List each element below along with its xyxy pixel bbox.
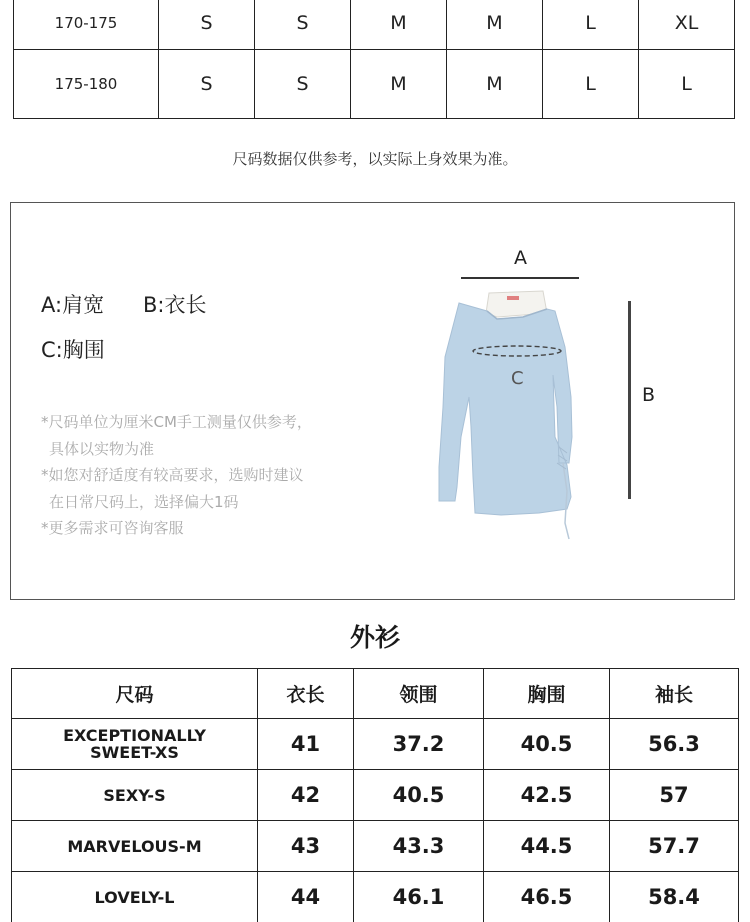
brand-tag xyxy=(507,296,519,300)
table-row xyxy=(12,821,739,872)
note-line: 具体以实物为准 xyxy=(41,436,312,463)
note-line: *尺码单位为厘米CM手工测量仅供参考， xyxy=(41,409,312,436)
table-row xyxy=(14,50,735,119)
size-cell: L xyxy=(639,50,735,119)
sleeve-value: 56.3 xyxy=(610,719,739,770)
neck-value: 43.3 xyxy=(354,821,484,872)
header-chest: 胸围 xyxy=(484,669,610,719)
size-cell: M xyxy=(351,50,447,119)
size-cell: XL xyxy=(639,0,735,50)
size-name: MARVELOUS-M xyxy=(12,821,258,872)
chest-value: 46.5 xyxy=(484,872,610,922)
dimension-c-label: C xyxy=(511,368,524,389)
dimension-b-line xyxy=(628,301,631,499)
height-size-table xyxy=(13,0,735,119)
shirt-illustration xyxy=(431,287,591,543)
size-chart-table xyxy=(11,668,739,922)
chest-value: 44.5 xyxy=(484,821,610,872)
size-cell: L xyxy=(543,50,639,119)
table-row xyxy=(12,872,739,922)
neck-value: 40.5 xyxy=(354,770,484,821)
note-line: 在日常尺码上，选择偏大1码 xyxy=(41,489,312,516)
height-cell: 175-180 xyxy=(14,50,159,119)
size-name-line: EXCEPTIONALLY xyxy=(13,727,256,744)
size-cell: L xyxy=(543,0,639,50)
header-sleeve: 袖长 xyxy=(610,669,739,719)
header-neck: 领围 xyxy=(354,669,484,719)
size-name-line: SWEET-XS xyxy=(13,744,256,761)
dimension-a-label: A xyxy=(514,247,527,269)
size-cell: S xyxy=(255,50,351,119)
table-row xyxy=(12,719,739,770)
sleeve-value: 57 xyxy=(610,770,739,821)
chest-value: 40.5 xyxy=(484,719,610,770)
size-disclaimer: 尺码数据仅供参考，以实际上身效果为准。 xyxy=(0,148,750,169)
sleeve-value: 57.7 xyxy=(610,821,739,872)
size-name xyxy=(12,719,258,770)
length-value: 43 xyxy=(258,821,354,872)
neck-value: 46.1 xyxy=(354,872,484,922)
label-length: B:衣长 xyxy=(143,289,206,319)
size-cell: S xyxy=(255,0,351,50)
size-cell: M xyxy=(447,0,543,50)
table-row xyxy=(12,770,739,821)
length-value: 41 xyxy=(258,719,354,770)
size-cell: M xyxy=(447,50,543,119)
label-shoulder-width: A:肩宽 xyxy=(41,289,104,319)
size-name: SEXY-S xyxy=(12,770,258,821)
measurement-notes xyxy=(41,409,312,542)
size-name: LOVELY-L xyxy=(12,872,258,922)
chest-value: 42.5 xyxy=(484,770,610,821)
size-cell: S xyxy=(159,50,255,119)
note-line: *更多需求可咨询客服 xyxy=(41,515,312,542)
neck-value: 37.2 xyxy=(354,719,484,770)
header-size: 尺码 xyxy=(12,669,258,719)
length-value: 42 xyxy=(258,770,354,821)
height-cell: 170-175 xyxy=(14,0,159,50)
length-value: 44 xyxy=(258,872,354,922)
dimension-a-line xyxy=(461,277,579,279)
note-line: *如您对舒适度有较高要求，选购时建议 xyxy=(41,462,312,489)
size-cell: M xyxy=(351,0,447,50)
dimension-b-label: B xyxy=(642,384,655,406)
label-chest: C:胸围 xyxy=(41,334,105,364)
table-row xyxy=(14,0,735,50)
table-header-row xyxy=(12,669,739,719)
sleeve-value: 58.4 xyxy=(610,872,739,922)
chart-title: 外衫 xyxy=(0,618,750,654)
header-length: 衣长 xyxy=(258,669,354,719)
measurement-diagram xyxy=(10,202,735,600)
size-cell: S xyxy=(159,0,255,50)
